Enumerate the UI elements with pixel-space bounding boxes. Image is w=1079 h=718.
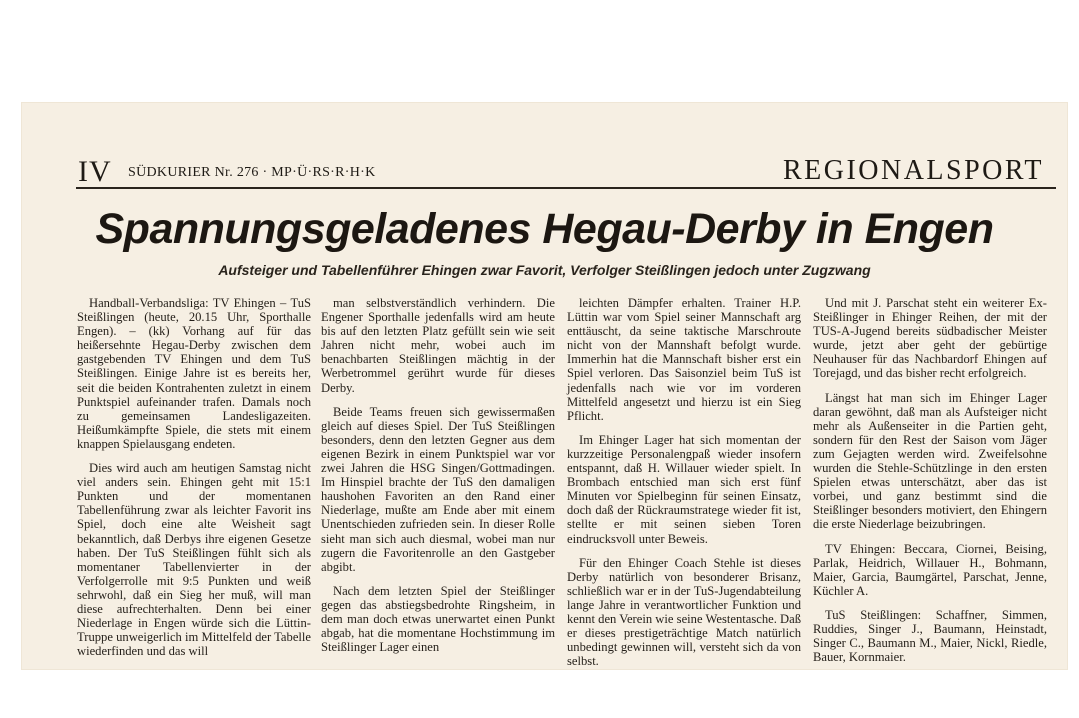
- article-column-2: [321, 296, 555, 664]
- masthead: [76, 151, 1056, 189]
- paragraph: Im Ehinger Lager hat sich momentan der kurzzeitige Personalengpaß wieder insofern entspannt, daß H. Willauer wieder spielt. In Brombach entschied man sich erst fünf Minuten vor Spielbeginn für seinen Einsatz, doch daß der Rückraumstratege wieder fit ist, stellte er mit seinen sieben Toren eindrucksvoll unter Beweis.: [567, 432, 801, 546]
- newspaper-clipping: [22, 103, 1067, 669]
- paragraph: Längst hat man sich im Ehinger Lager daran gewöhnt, daß man als Aufsteiger nicht mehr als Außenseiter in die Partien geht, sondern für den Rest der Saison vom Jäger zum Gejagten werden wird. Zweifelsohne wurden die Stehle-Schützlinge in den ersten Spielen etwas unterschätzt, aber das ist vorbei, und ganz bestimmt sind die Steißlinger besonders motiviert, den Ehingern die erste Niederlage beizubringen.: [813, 390, 1047, 532]
- article-column-4: [813, 296, 1047, 674]
- paragraph: Nach dem letzten Spiel der Steißlinger gegen das abstiegsbedrohte Ringsheim, in dem man doch etwas unerwartet einen Punkt abgab, hat die momentane Hochstimmung im Steißlinger Lager einen: [321, 583, 555, 655]
- page-number: IV: [78, 155, 112, 188]
- paragraph: TuS Steißlingen: Schaffner, Simmen, Ruddies, Singer J., Baumann, Heinstadt, Singer C., Baumann M., Maier, Nickl, Riedle, Bauer, Kornmaier.: [813, 607, 1047, 665]
- paragraph: Für den Ehinger Coach Stehle ist dieses Derby natürlich von besonderer Brisanz, schließlich war er in der TuS-Jugendabteilung lange Jahre in verantwortlicher Funktion und kennt den Verein wie seine Westentasche. Daß er dieses prestigeträchtige Match natürlich unbedingt gewinnen will, versteht sich da von selbst.: [567, 555, 801, 669]
- article-column-3: [567, 296, 801, 678]
- newspaper-info: SÜDKURIER Nr. 276 · MP·Ü·RS·R·H·K: [128, 165, 376, 180]
- paragraph: leichten Dämpfer erhalten. Trainer H.P. Lüttin war vom Spiel seiner Mannschaft arg enttäuscht, da seine taktische Marschroute nicht von der Mannshaft befolgt wurde. Immerhin hat die Mannschaft bisher erst ein Spiel verloren. Das Saisonziel beim TuS ist jedenfalls nach wie vor im vorderen Mittelfeld angesetzt und hierzu ist ein Sieg Pflicht.: [567, 296, 801, 423]
- article-headline: Spannungsgeladenes Hegau-Derby in Engen: [95, 205, 994, 253]
- paragraph: Handball-Verbandsliga: TV Ehingen – TuS Steißlingen (heute, 20.15 Uhr, Sporthalle Engen). – (kk) Vorhang auf für das heißersehnte Hegau-Derby zwischen dem gastgebenden TV Ehingen und dem TuS Steißlingen. Einige Jahre ist es bereits her, seit die beiden Kontrahenten zuletzt in einem Punktspiel aufeinander trafen. Damals noch zu gemeinsamen Landesligazeiten. Heißumkämpfte Spiele, die stets mit einem knappen Spielausgang endeten.: [77, 296, 311, 451]
- paragraph: Beide Teams freuen sich gewissermaßen gleich auf dieses Spiel. Der TuS Steißlingen besonders, denn den letzten Gegner aus dem eigenen Bezirk in einem Punktspiel war vor zwei Jahren die HSG Singen/Gottmadingen. Im Hinspiel brachte der TuS den damaligen haushohen Favoriten an den Rand einer Niederlage, mußte am Ende aber mit einem Unentschieden zufrieden sein. In dieser Rolle sieht man sich auch diesmal, wobei man nur zugern die Favoritenrolle an den Gastgeber abgibt.: [321, 404, 555, 574]
- section-title: REGIONALSPORT: [782, 155, 1044, 186]
- paragraph: TV Ehingen: Beccara, Ciornei, Beising, Parlak, Heidrich, Willauer H., Bohmann, Maier, Garcia, Baumgärtel, Parschat, Jenne, Küchler A.: [813, 541, 1047, 598]
- paragraph: Dies wird auch am heutigen Samstag nicht viel anders sein. Ehingen geht mit 15:1 Punkten und der momentanen Tabellenführung zwar als leichter Favorit ins Spiel, doch eine alte Weisheit sagt bekanntlich, daß Derbys ihre eigenen Gesetze haben. Der TuS Steißlingen fühlt sich als momentaner Tabellenvierter in der Verfolgerrolle mit 9:5 Punkten und weiß sehrwohl, daß ein Sieg her muß, will man diese aufrechterhalten. Denn bei einer Niederlage in Engen würde sich die Lüttin-Truppe unweigerlich im Mittelfeld der Tabelle wiederfinden und das will: [77, 461, 311, 659]
- article-subheadline: Aufsteiger und Tabellenführer Ehingen zwar Favorit, Verfolger Steißlingen jedoch unter Zugzwang: [218, 262, 871, 278]
- paragraph: Und mit J. Parschat steht ein weiterer Ex-Steißlinger in Ehinger Reihen, der mit der TUS-A-Jugend bereits südbadischer Meister wurde, jetzt aber geht der gebürtige Neuhauser für das Nachbardorf Ehingen auf Torejagd, und das bisher recht erfolgreich.: [813, 296, 1047, 381]
- paragraph: man selbstverständlich verhindern. Die Engener Sporthalle jedenfalls wird am heute bis auf den letzten Platz gefüllt sein wie seit Jahren nicht mehr, wobei auch im benachbarten Steißlingen mächtig in der Werbetrommel gerührt wurde für dieses Derby.: [321, 296, 555, 395]
- article-column-1: [77, 296, 311, 668]
